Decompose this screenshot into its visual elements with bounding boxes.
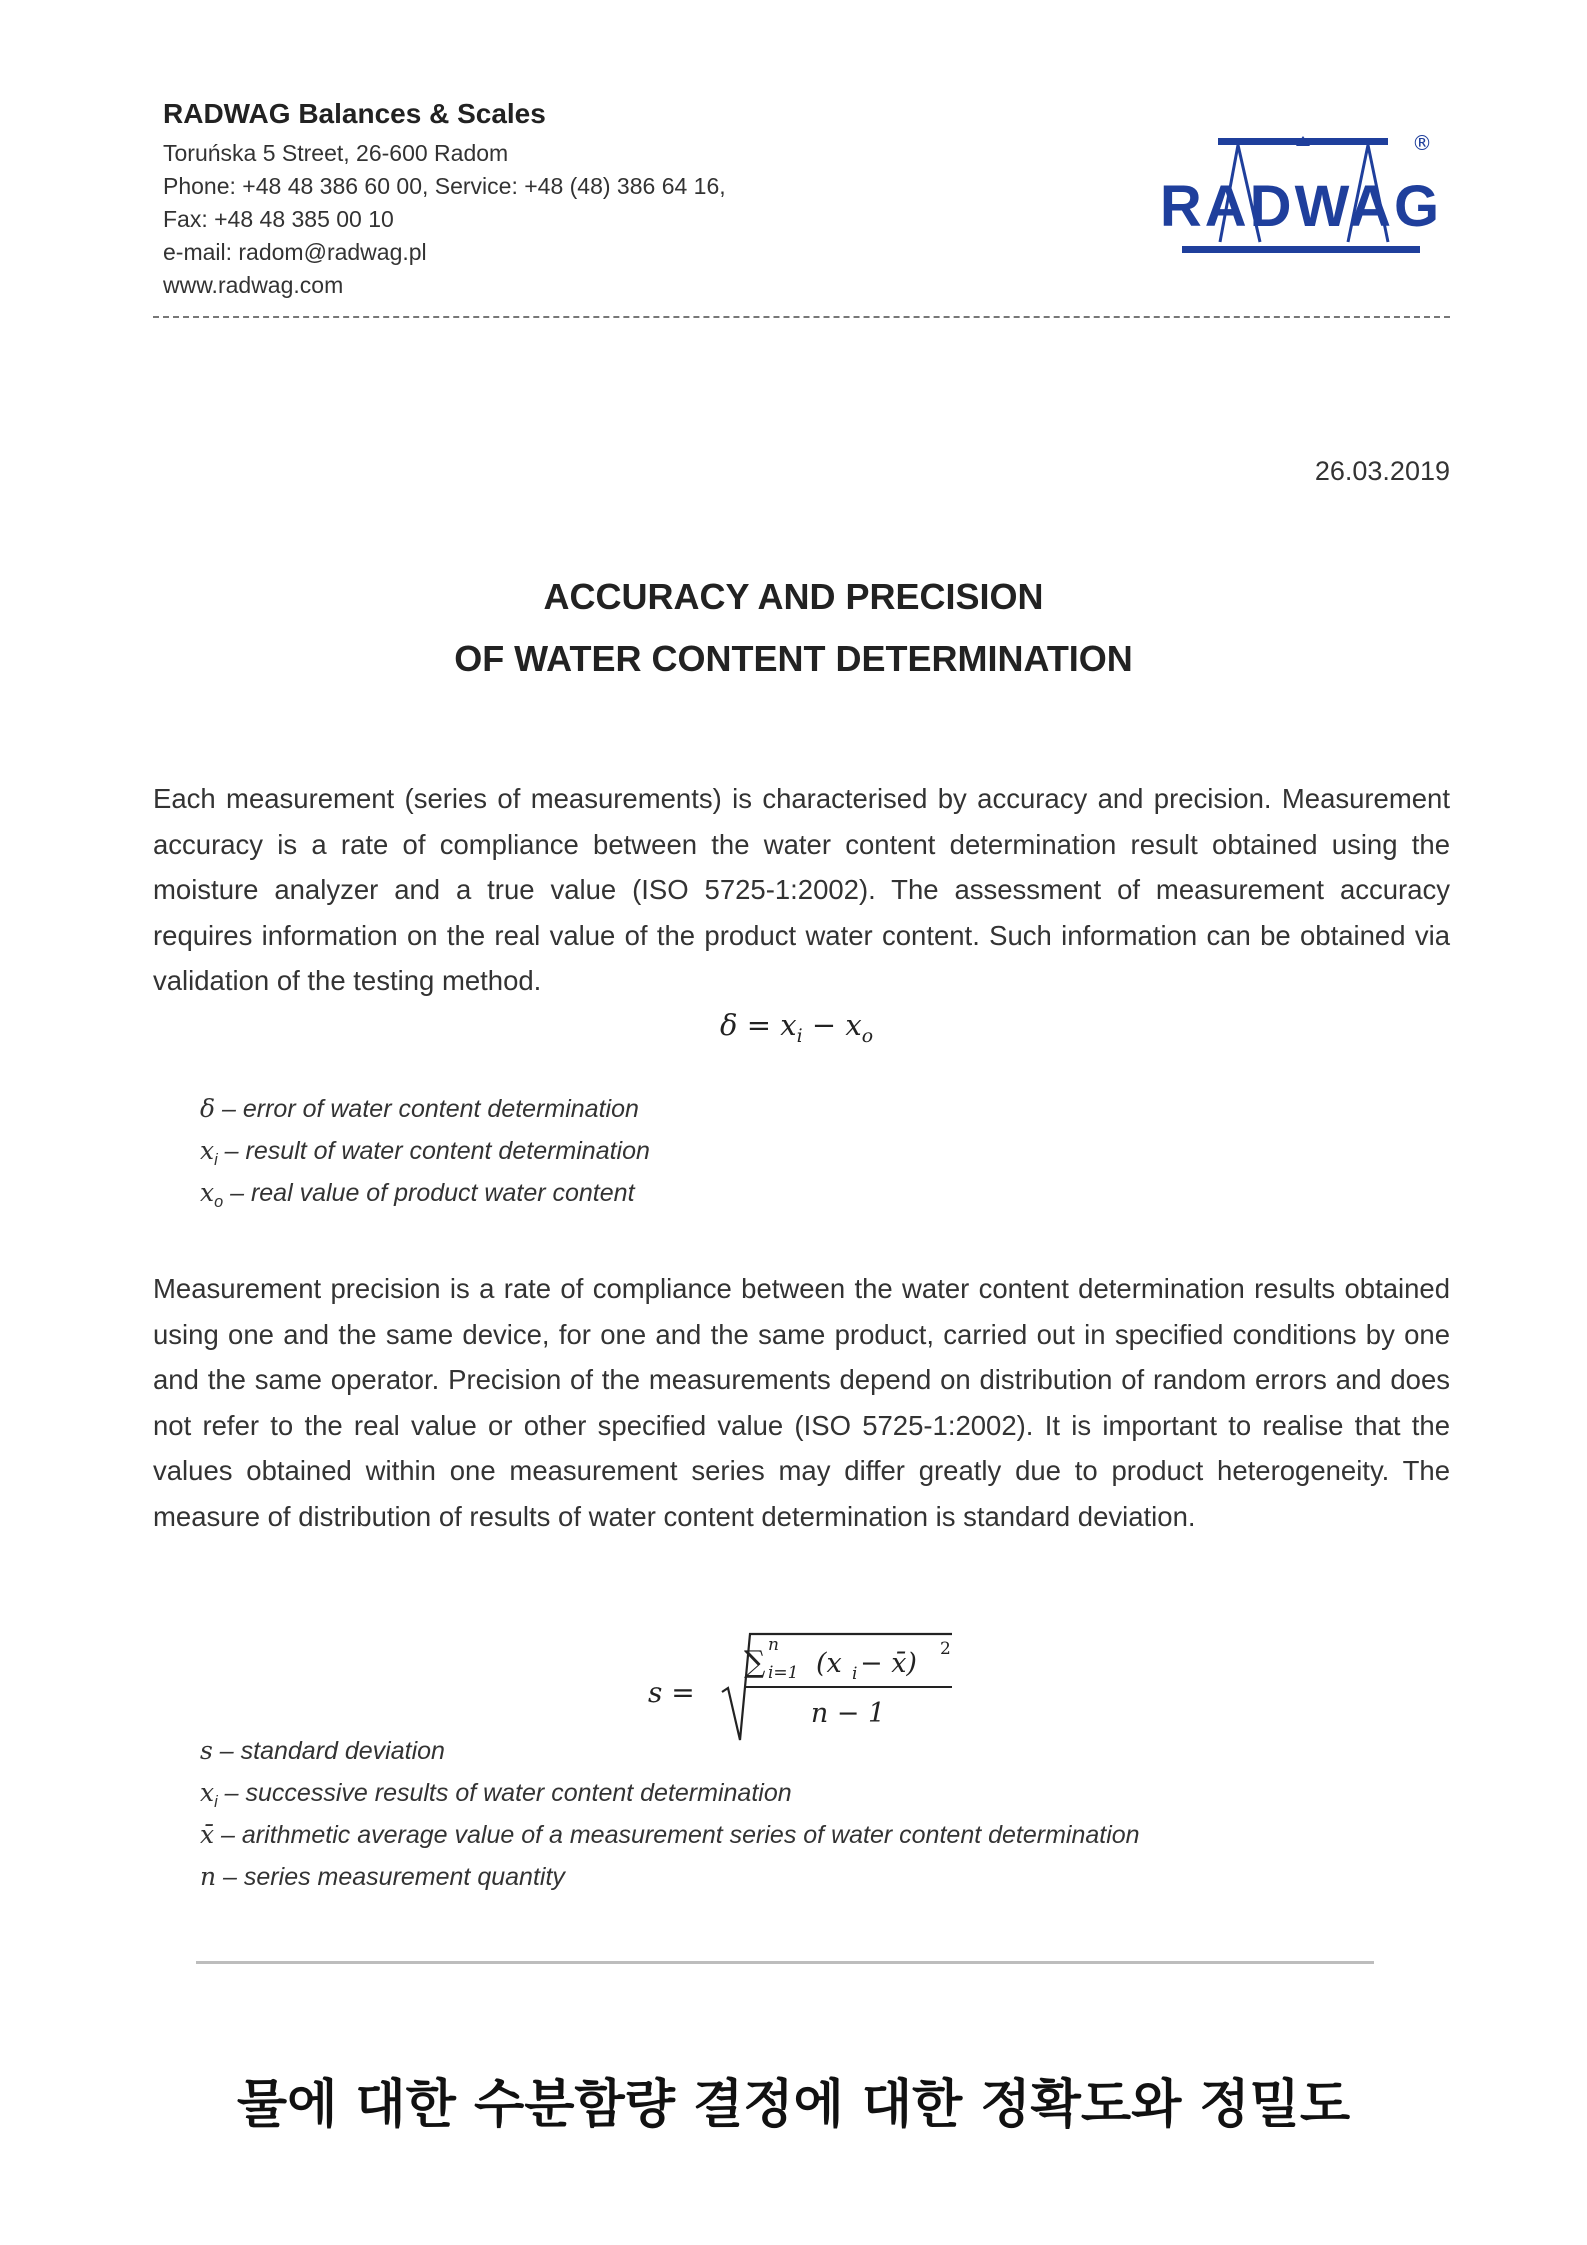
address-line-website: www.radwag.com: [163, 272, 344, 298]
definition-xbar: [200, 1820, 1140, 1850]
definition-symbol: δ: [200, 1094, 216, 1123]
definition-s: [200, 1736, 445, 1766]
paragraph-precision: [153, 1266, 1450, 1539]
formula-error-eq: =: [746, 1008, 771, 1042]
registered-mark: ®: [1412, 131, 1432, 155]
definition-text: – result of water content determination: [217, 1137, 650, 1165]
formula-error: [720, 1008, 873, 1047]
definition-sub: o: [214, 1193, 224, 1211]
definition-symbol: x: [200, 1136, 215, 1165]
radwag-logo: [1159, 130, 1443, 260]
formula-error-xi: x: [780, 1008, 797, 1042]
formula-sd-lhs: s =: [648, 1676, 695, 1709]
formula-sd-term-rest: − x̄): [860, 1648, 917, 1679]
definition-n: [200, 1862, 565, 1892]
definition-symbol: x: [200, 1778, 215, 1807]
formula-error-minus: −: [811, 1008, 837, 1042]
formula-sd-term-sub: i: [852, 1664, 858, 1684]
company-name: RADWAG Balances & Scales: [163, 98, 546, 129]
formula-sd-sum: ∑: [744, 1645, 766, 1680]
address-line-email: e-mail: radom@radwag.pl: [163, 239, 427, 265]
definition-text: – arithmetic average value of a measurement series of water content determination: [214, 1821, 1140, 1849]
paragraph-accuracy: [153, 776, 1450, 1004]
definition-text: – error of water content determination: [215, 1095, 639, 1123]
formula-sd-exp: 2: [940, 1639, 951, 1659]
formula-sd-denominator: n − 1: [810, 1698, 886, 1729]
formula-error-sub-i: i: [796, 1025, 803, 1047]
title-line-2: OF WATER CONTENT DETERMINATION: [454, 638, 1133, 679]
radwag-logo-text: RADWAG: [1159, 174, 1443, 239]
definition-symbol: x̄: [200, 1820, 215, 1849]
definition-text: – series measurement quantity: [216, 1863, 565, 1891]
definition-xi-successive: [200, 1778, 792, 1812]
caption-divider: [196, 1961, 1374, 1964]
address-line-fax: Fax: +48 48 385 00 10: [163, 206, 394, 232]
definition-text: – successive results of water content determination: [217, 1779, 792, 1807]
definition-xo: [200, 1178, 635, 1212]
paragraph-accuracy-text: Each measurement (series of measurements) is characterised by accuracy and precision. Measurement accuracy is a rate of compliance between the water content determination result obtained using the moisture analyzer and a true value (ISO 5725-1:2002). The assessment of measurement accuracy requires information on the real value of the product water content. Such information can be obtained via validation of the testing method.: [153, 783, 1450, 996]
title-line-1: ACCURACY AND PRECISION: [543, 576, 1044, 617]
definition-sub: i: [214, 1793, 218, 1811]
korean-caption: 물에 대한 수분함량 결정에 대한 정확도와 정밀도: [236, 2075, 1351, 2135]
formula-sd-term: (x: [816, 1648, 842, 1679]
definition-text: – standard deviation: [212, 1737, 445, 1765]
document-date: 26.03.2019: [1314, 456, 1450, 486]
formula-sd-sum-upper: n: [768, 1635, 779, 1655]
header-divider: [153, 316, 1450, 318]
formula-standard-deviation: [640, 1622, 980, 1752]
definition-xi: [200, 1136, 650, 1170]
definition-sub: i: [214, 1151, 218, 1169]
address-line-phone: Phone: +48 48 386 60 00, Service: +48 (48) 386 64 16,: [163, 173, 726, 199]
formula-error-lhs: δ: [720, 1008, 738, 1042]
paragraph-precision-text: Measurement precision is a rate of compliance between the water content determination results obtained using one and the same device, for one and the same product, carried out in specified conditions by one and the same operator. Precision of the measurements depend on distribution of random errors and does not refer to the real value or other specified value (ISO 5725-1:2002). It is important to realise that the values obtained within one measurement series may differ greatly due to product heterogeneity. The measure of distribution of results of water content determination is standard deviation.: [153, 1273, 1450, 1532]
formula-sd-sum-lower: i=1: [768, 1663, 799, 1683]
formula-error-xo: x: [845, 1008, 862, 1042]
formula-error-sub-o: o: [861, 1025, 874, 1047]
address-line-street: Toruńska 5 Street, 26-600 Radom: [163, 140, 509, 166]
definition-symbol: n: [200, 1862, 217, 1891]
definition-text: – real value of product water content: [223, 1179, 635, 1207]
definition-symbol: x: [200, 1178, 215, 1207]
definition-symbol: s: [200, 1736, 213, 1765]
definition-delta: [200, 1094, 639, 1124]
